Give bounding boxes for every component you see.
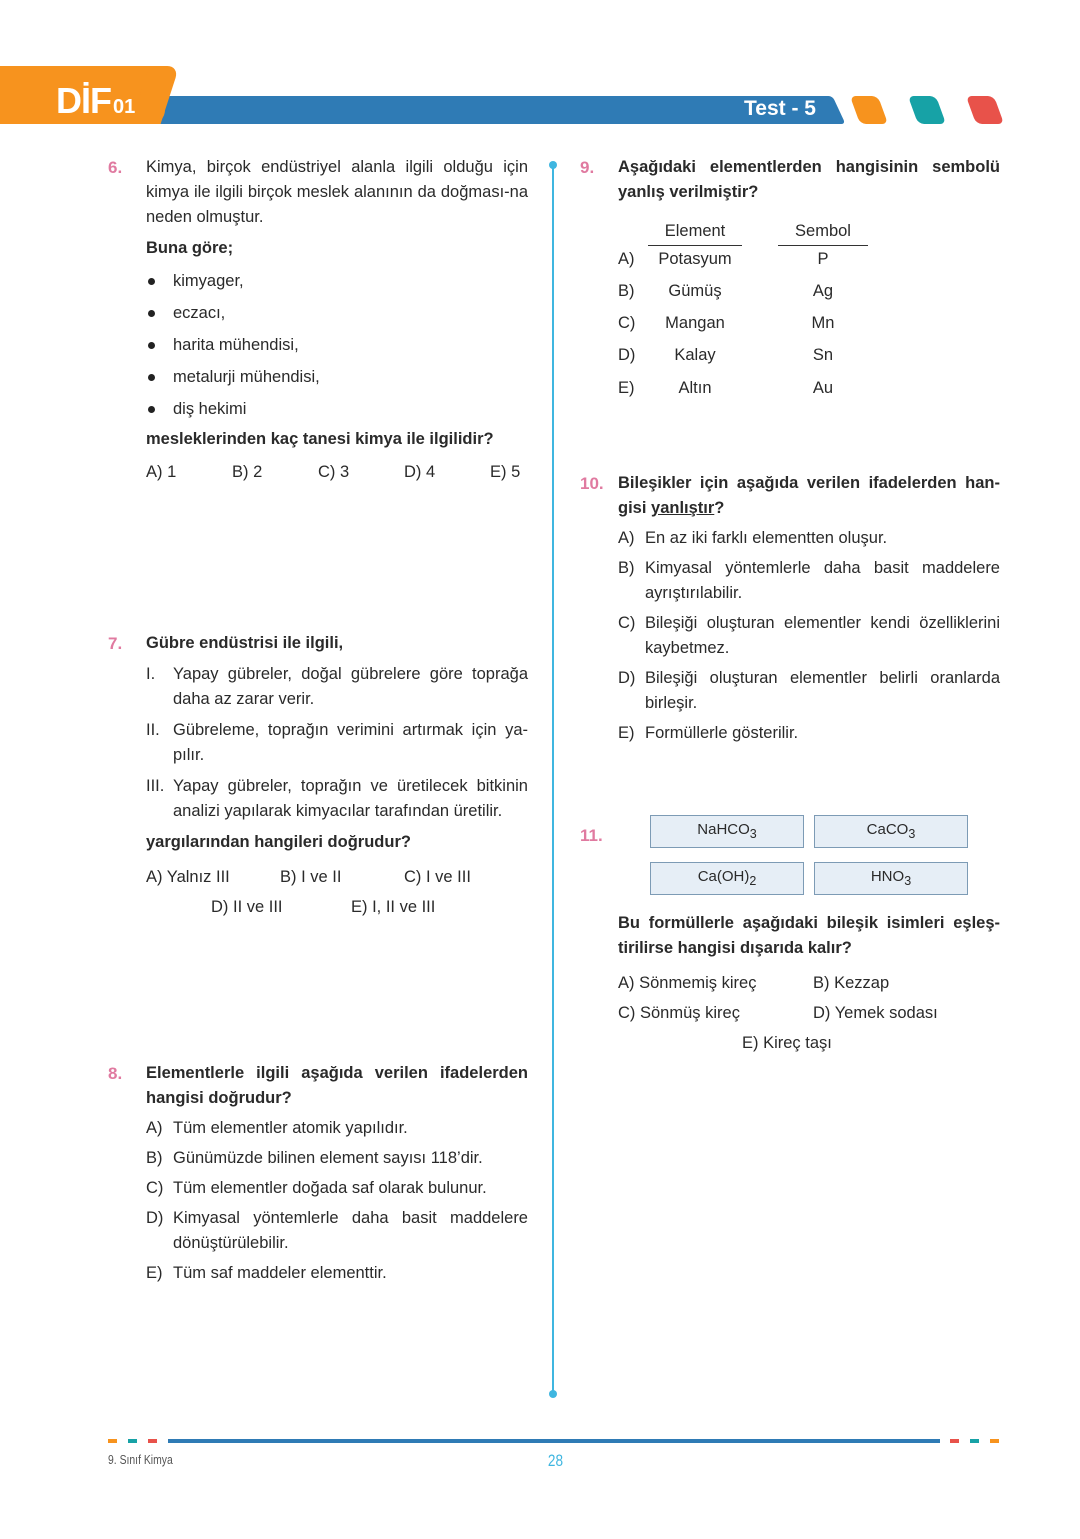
option-label: D) (146, 1209, 164, 1227)
formula-box (650, 815, 804, 848)
formula-subscript: 3 (904, 874, 912, 888)
option-c[interactable] (146, 1176, 528, 1201)
list-item: metalurji mühendisi, (146, 361, 528, 393)
list-item: eczacı, (146, 297, 528, 329)
option-d[interactable]: D) Yemek sodası (813, 1004, 938, 1022)
option-c[interactable]: C) Sönmüş kireç (618, 1004, 740, 1022)
question-number: 6. (108, 158, 123, 177)
statement-text: Gübreleme, toprağın verimini artırmak için ya-pılır. (173, 721, 528, 764)
option-label: D) (618, 346, 636, 364)
red-chip-icon (966, 96, 1004, 124)
element-name: Kalay (674, 346, 716, 364)
formula-subscript: 3 (749, 827, 757, 841)
question-stem (618, 471, 1000, 521)
stem-emphasis: yanlıştır (651, 499, 715, 517)
stem-text: Bileşikler için aşağıda verilen ifadelerden han-gisi (618, 474, 1000, 517)
option-text: Bileşiği oluşturan elementler kendi özelliklerini kaybetmez. (645, 614, 1000, 657)
option-b[interactable] (618, 279, 1000, 311)
option-c[interactable]: C) 3 (318, 463, 350, 481)
statement-text: Yapay gübreler, toprağın ve üretilecek bitkinin analizi yapılarak kimyacılar tarafından üretilir. (173, 777, 528, 820)
option-label: E) (618, 724, 635, 742)
list-item: diş hekimi (146, 393, 528, 425)
option-c[interactable] (618, 611, 1000, 661)
element-name: Altın (678, 379, 712, 397)
option-label: E) (618, 379, 635, 397)
answer-options-row-1 (618, 971, 1000, 996)
element-symbol: P (817, 250, 829, 268)
question-lead: Buna göre; (146, 239, 234, 257)
question-number: 10. (580, 474, 604, 493)
element-symbol: Au (812, 379, 834, 397)
question-8 (108, 1061, 528, 1286)
question-stem: Gübre endüstrisi ile ilgili, (146, 634, 344, 652)
option-a[interactable]: A) Yalnız III (146, 868, 230, 886)
option-label: E) (146, 1264, 163, 1282)
logo (56, 80, 135, 122)
option-a[interactable] (618, 526, 1000, 551)
statement-2 (146, 718, 528, 768)
answer-options-row-2 (146, 895, 528, 920)
option-a[interactable]: A) 1 (146, 463, 177, 481)
option-label: C) (618, 314, 636, 332)
option-d[interactable] (618, 666, 1000, 716)
option-text: Kimyasal yöntemlerle daha basit maddelere ayrıştırılabilir. (645, 559, 1000, 602)
option-e[interactable]: E) I, II ve III (351, 898, 436, 916)
element-symbol: Ag (812, 282, 834, 300)
option-a[interactable] (618, 247, 1000, 279)
option-b[interactable] (618, 556, 1000, 606)
table-header-symbol: Sembol (778, 219, 868, 246)
logo-text: DİF (56, 80, 111, 121)
footer-dash-red (148, 1439, 157, 1443)
question-prompt: mesleklerinden kaç tanesi kimya ile ilgilidir? (146, 430, 494, 448)
question-prompt: Bu formüllerle aşağıdaki bileşik isimleri eşleş-tirilirse hangisi dışarıda kalır? (618, 914, 1000, 957)
formula-base: NaHCO (697, 821, 750, 838)
question-number: 9. (580, 158, 595, 177)
statement-3 (146, 774, 528, 824)
formula-base: Ca(OH) (697, 868, 750, 885)
option-b[interactable]: B) I ve II (280, 868, 342, 886)
question-stem: Kimya, birçok endüstriyel alanla ilgili olduğu için kimya ile ilgili birçok meslek alanının da doğması-na neden olmuştur. (146, 158, 528, 226)
formula-box (814, 862, 968, 895)
option-label: C) (146, 1179, 164, 1197)
formula-base: CaCO (866, 821, 909, 838)
question-number: 8. (108, 1064, 123, 1083)
option-label: B) (618, 559, 635, 577)
footer-rule (168, 1439, 940, 1443)
option-text: Bileşiği oluşturan elementler belirli oranlarda birleşir. (645, 669, 1000, 712)
formula-subscript: 3 (908, 827, 916, 841)
option-b[interactable]: B) Kezzap (813, 974, 890, 992)
statement-number: II. (146, 721, 160, 739)
option-text: Formüllerle gösterilir. (645, 724, 799, 742)
question-7 (108, 631, 528, 920)
option-label: C) (618, 614, 636, 632)
option-e[interactable]: E) 5 (490, 463, 521, 481)
option-text: Tüm elementler doğada saf olarak bulunur. (173, 1179, 487, 1197)
option-d[interactable] (618, 343, 1000, 375)
formula-subscript: 2 (749, 874, 757, 888)
footer-dash-orange (990, 1439, 999, 1443)
statement-number: III. (146, 777, 165, 795)
option-label: B) (146, 1149, 163, 1167)
element-symbol-table (618, 219, 1000, 397)
footer-course-label: 9. Sınıf Kimya (108, 1452, 173, 1467)
option-b[interactable] (146, 1146, 528, 1171)
divider-bottom-dot (549, 1390, 557, 1398)
page-number: 28 (547, 1451, 564, 1470)
question-stem: Elementlerle ilgili aşağıda verilen ifadelerden hangisi doğrudur? (146, 1064, 528, 1107)
divider-top-dot (549, 161, 557, 169)
footer-dash-teal (128, 1439, 137, 1443)
option-text: En az iki farklı elementten oluşur. (645, 529, 888, 547)
list-item: kimyager, (146, 265, 528, 297)
option-a[interactable] (146, 1116, 528, 1141)
option-e[interactable] (146, 1261, 528, 1286)
element-symbol: Sn (812, 346, 834, 364)
formula-base: HNO (870, 868, 905, 885)
list-item: harita mühendisi, (146, 329, 528, 361)
element-name: Gümüş (668, 282, 722, 300)
answer-options-row-3 (618, 1031, 1000, 1056)
question-number: 7. (108, 634, 123, 653)
orange-chip-icon (850, 96, 888, 124)
profession-list (146, 265, 528, 425)
statement-number: I. (146, 665, 156, 683)
formula-box (650, 862, 804, 895)
option-e[interactable]: E) Kireç taşı (742, 1034, 832, 1052)
option-b[interactable]: B) 2 (232, 463, 263, 481)
question-number: 11. (580, 826, 603, 845)
answer-options-row-2 (618, 1001, 1000, 1026)
teal-chip-icon (908, 96, 946, 124)
option-d[interactable]: D) 4 (404, 463, 436, 481)
question-stem: Aşağıdaki elementlerden hangisinin sembolü yanlış verilmiştir? (618, 158, 1000, 201)
statement-text: Yapay gübreler, doğal gübrelere göre toprağa daha az zarar verir. (173, 665, 528, 708)
option-c[interactable] (618, 311, 1000, 343)
element-name: Potasyum (658, 250, 732, 268)
logo-subtext: 01 (113, 96, 136, 118)
option-e[interactable] (618, 376, 1000, 408)
option-label: A) (618, 250, 635, 268)
option-d[interactable] (146, 1206, 528, 1256)
footer-dash-teal (970, 1439, 979, 1443)
option-label: B) (618, 282, 635, 300)
option-label: A) (618, 529, 635, 547)
option-label: D) (618, 669, 636, 687)
table-header-element: Element (648, 219, 742, 246)
answer-options-row-1 (146, 865, 528, 890)
option-a[interactable]: A) Sönmemiş kireç (618, 974, 757, 992)
option-c[interactable]: C) I ve III (404, 868, 471, 886)
stem-end: ? (714, 499, 725, 517)
element-symbol: Mn (811, 314, 835, 332)
footer-dash-orange (108, 1439, 117, 1443)
answer-options (146, 460, 528, 485)
statement-1 (146, 662, 528, 712)
footer-dash-red (950, 1439, 959, 1443)
column-divider (552, 165, 554, 1395)
element-name: Mangan (665, 314, 725, 332)
option-text: Tüm saf maddeler elementtir. (173, 1264, 387, 1282)
question-9 (580, 155, 1000, 397)
formula-box (814, 815, 968, 848)
question-11 (580, 815, 1000, 1056)
option-label: A) (146, 1119, 163, 1137)
option-d[interactable]: D) II ve III (211, 898, 283, 916)
test-title: Test - 5 (744, 97, 816, 120)
question-6 (108, 155, 528, 485)
option-text: Günümüzde bilinen element sayısı 118’dir. (173, 1149, 483, 1167)
option-text: Kimyasal yöntemlerle daha basit maddelere dönüştürülebilir. (173, 1209, 528, 1252)
question-prompt: yargılarından hangileri doğrudur? (146, 833, 411, 851)
option-e[interactable] (618, 721, 1000, 746)
option-text: Tüm elementler atomik yapılıdır. (173, 1119, 408, 1137)
question-10 (580, 471, 1000, 746)
